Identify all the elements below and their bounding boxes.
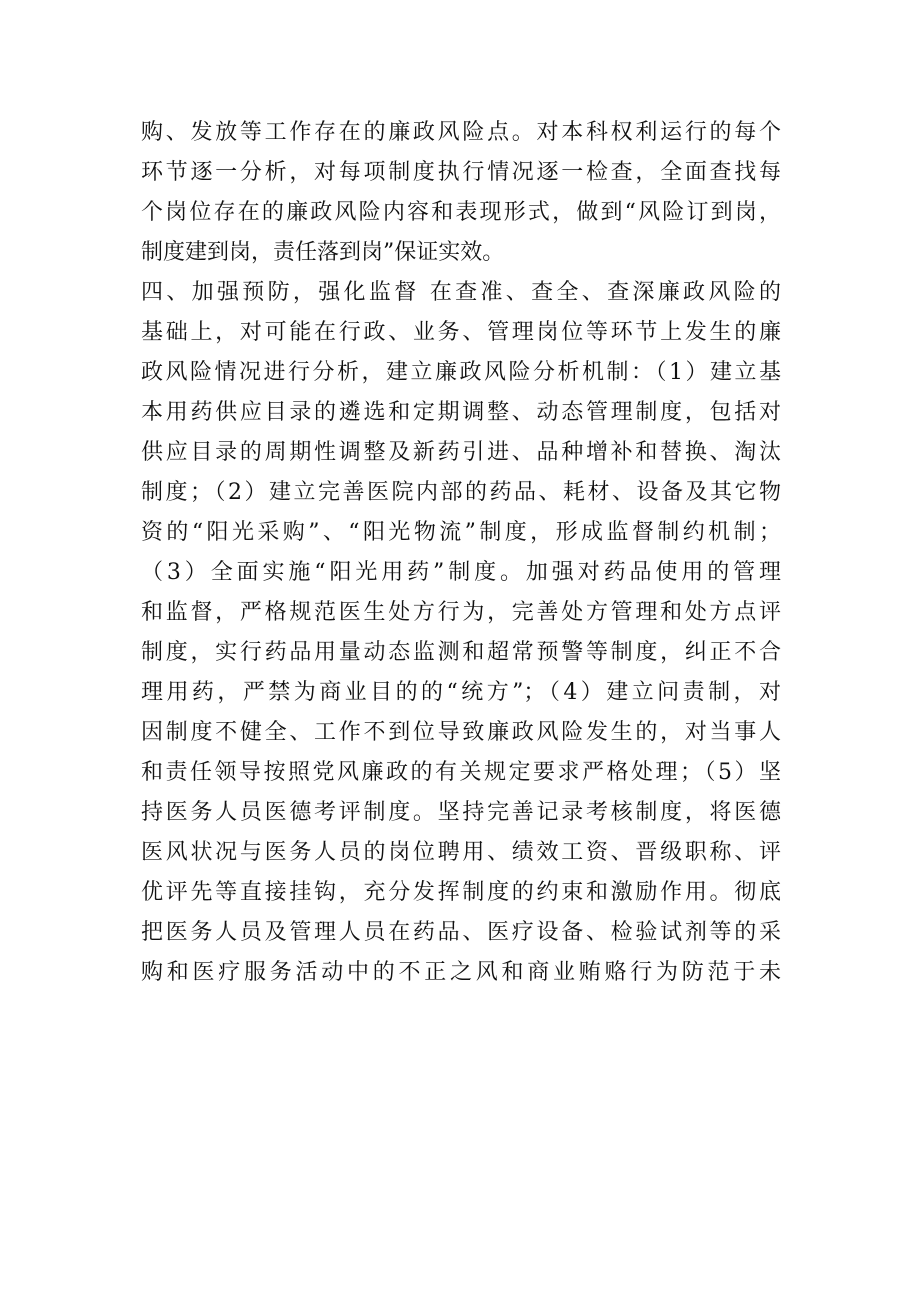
text-line: 供应目录的周期性调整及新药引进、品种增补和替换、淘汰 [141, 440, 781, 465]
text-line: 和责任领导按照党风廉政的有关规定要求严格处理；（5）坚 [141, 760, 781, 785]
text-line: 制度，实行药品用量动态监测和超常预警等制度，纠正不合 [141, 640, 781, 665]
text-line: 个岗位存在的廉政风险内容和表现形式，做到“风险订到岗， [141, 200, 781, 225]
text-line: 制度；（2）建立完善医院内部的药品、耗材、设备及其它物 [141, 480, 781, 505]
text-line: 购和医疗服务活动中的不正之风和商业贿赂行为防范于未 [141, 960, 781, 985]
text-line: 环节逐一分析，对每项制度执行情况逐一检查，全面查找每 [141, 160, 781, 185]
text-line: 政风险情况进行分析，建立廉政风险分析机制：（1）建立基 [141, 360, 781, 385]
text-line: 四、加强预防，强化监督 在查准、查全、查深廉政风险的 [141, 280, 781, 305]
text-line: 理用药，严禁为商业目的的“统方”；（4）建立问责制，对 [141, 680, 781, 705]
text-line: 把医务人员及管理人员在药品、医疗设备、检验试剂等的采 [141, 920, 781, 945]
text-line: （3）全面实施“阳光用药”制度。加强对药品使用的管理 [141, 560, 781, 585]
text-line: 和监督，严格规范医生处方行为，完善处方管理和处方点评 [141, 600, 781, 625]
text-line: 持医务人员医德考评制度。坚持完善记录考核制度，将医德 [141, 800, 781, 825]
text-line: 基础上，对可能在行政、业务、管理岗位等环节上发生的廉 [141, 320, 781, 345]
text-line: 购、发放等工作存在的廉政风险点。对本科权利运行的每个 [141, 120, 781, 145]
text-line: 制度建到岗，责任落到岗”保证实效。 [141, 240, 505, 265]
body-text [141, 113, 781, 993]
text-line: 本用药供应目录的遴选和定期调整、动态管理制度，包括对 [141, 400, 781, 425]
text-line: 医风状况与医务人员的岗位聘用、绩效工资、晋级职称、评 [141, 840, 781, 865]
text-line: 优评先等直接挂钩，充分发挥制度的约束和激励作用。彻底 [141, 880, 781, 905]
text-line: 因制度不健全、工作不到位导致廉政风险发生的，对当事人 [141, 720, 781, 745]
text-line: 资的“阳光采购”、“阳光物流”制度，形成监督制约机制； [141, 520, 781, 545]
